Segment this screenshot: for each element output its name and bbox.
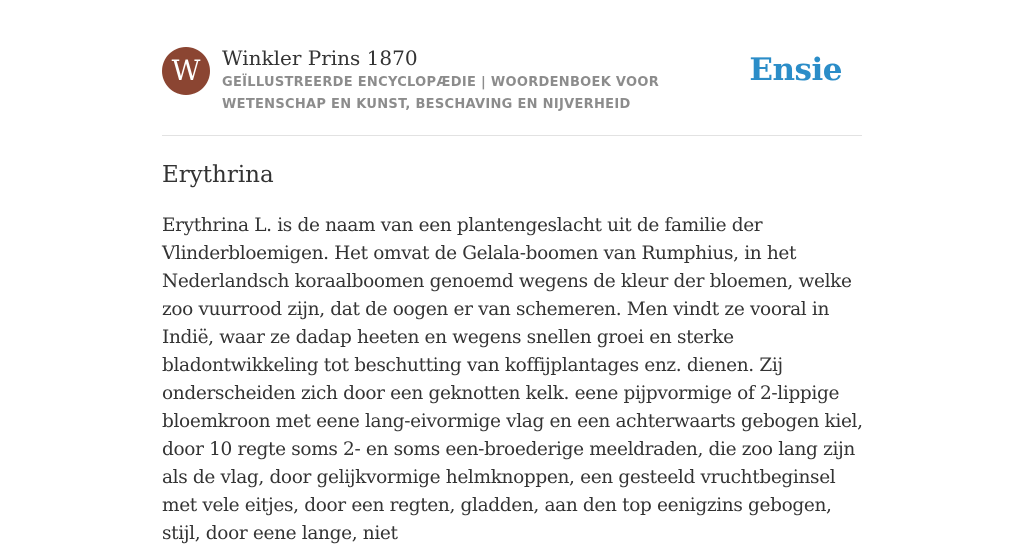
header-divider (162, 135, 862, 136)
source-subtitle: GEÏLLUSTREERDE ENCYCLOPÆDIE | WOORDENBOEK VOOR WETENSCHAP EN KUNST, BESCHAVING EN NIJVERHEID (222, 75, 660, 112)
brand-logo[interactable]: Ensie (749, 52, 842, 88)
entry-body: Erythrina L. is de naam van een plantengeslacht uit de familie der Vlinderbloemigen. Het omvat de Gelala-boomen van Rumphius, in het Nederlandsch koraalboomen genoemd wegens de kleur der bloemen, welke zoo vuurrood zijn, dat de oogen er van schemeren. Men vindt ze vooral in Indië, waar ze dadap heeten en wegens snellen groei en sterke bladontwikkeling tot beschutting van koffijplantages enz. dienen. Zij onderscheiden zich door een geknotten kelk. eene pijpvormige of 2-lippige bloemkroon met eene lang-eivormige vlag en een achterwaarts gebogen kiel, door 10 regte soms 2- en soms een-broederige meeldraden, die zoo lang zijn als de vlag, door gelijkvormige helmknoppen, een gesteeld vruchtbeginsel met vele eitjes, door een regten, gladden, aan den top eenigzins gebogen, stijl, door eene lange, niet (162, 215, 863, 544)
entry-title: Erythrina (162, 162, 274, 188)
source-title[interactable]: Winkler Prins 1870 (222, 46, 418, 70)
source-header (162, 46, 862, 136)
avatar[interactable]: W (162, 47, 210, 95)
